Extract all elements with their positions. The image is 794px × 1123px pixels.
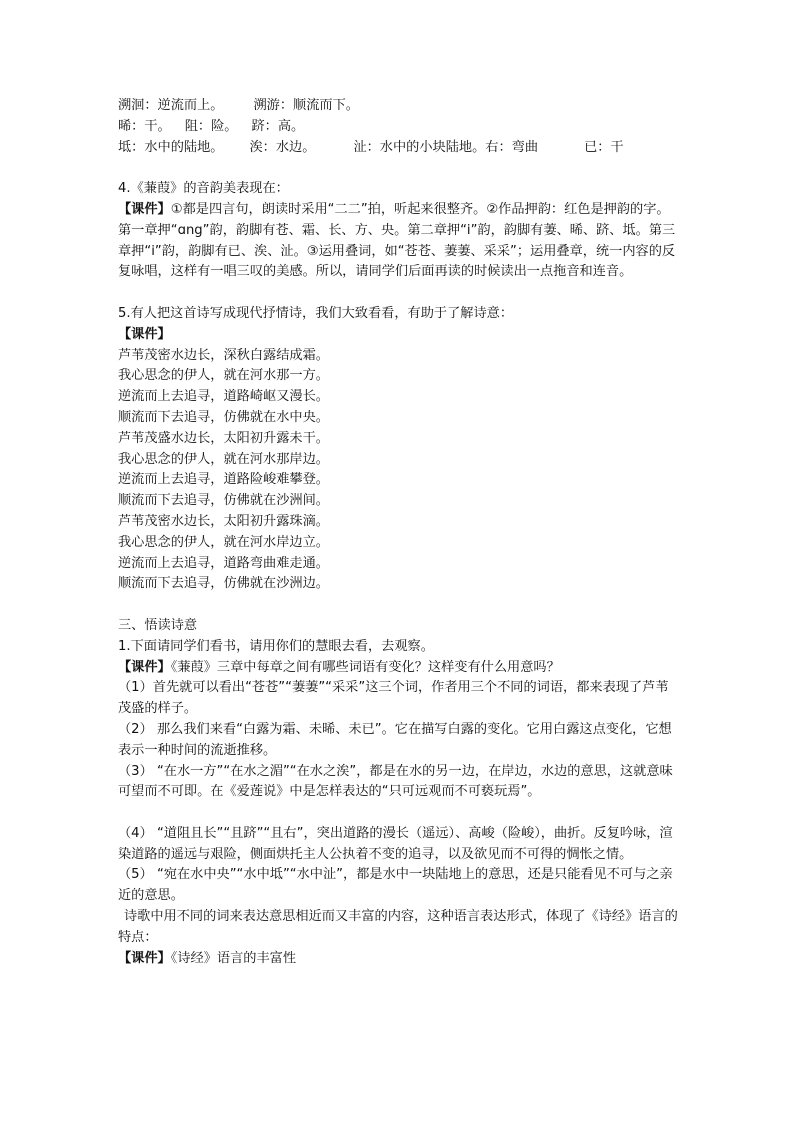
poem-line: 顺流而下去追寻，仿佛就在沙洲间。: [118, 493, 329, 509]
question-1-text: 《蒹葭》三章中每章之间有哪些词语有变化？这样变有什么用意吗？: [170, 659, 560, 675]
analysis-point-3: （3） “在水一方”“在水之湄”“在水之涘”，都是在水的另一边，在岸边，水边的意思，这就意味可望而不可即。在《爱莲说》中是怎样表达的“只可远观而不可亵玩焉”。: [118, 763, 673, 800]
gloss-line-3: [118, 138, 678, 159]
poem-line: 芦苇茂密水边长，太阳初升露珠滴。: [118, 513, 329, 529]
gloss-si: 涘：水边。: [249, 139, 316, 155]
closing-line: [118, 949, 678, 970]
poem-line: 顺流而下去追寻，仿佛就在沙洲边。: [118, 576, 329, 592]
poem-line: 我心思念的伊人，就在河水那岸边。: [118, 451, 329, 467]
section-4-body: [118, 200, 678, 283]
question-1-prompt: [118, 658, 678, 679]
analysis-point-2: （2） 那么我们来看“白露为霜、未晞、未已”。它在描写白露的变化。它用白露这点变化，它想表示一种时间的流逝推移。: [118, 721, 672, 758]
courseware-tag: 【课件】: [118, 326, 171, 342]
courseware-tag: 【课件】: [118, 950, 171, 966]
gloss-yi: 已：干: [584, 139, 624, 155]
poem-line: 芦苇茂盛水边长，太阳初升露未干。: [118, 430, 329, 446]
summary-paragraph: 诗歌中用不同的词来表达意思相近而又丰富的内容，这种语言表达形式，体现了《诗经》语言的特点：: [118, 909, 678, 945]
gloss-ji: 跻：高。: [251, 118, 305, 134]
gloss-line-1: [118, 96, 678, 117]
gloss-suyou: 溯游：顺流而下。: [253, 98, 359, 113]
poem-line: 逆流而上去追寻，道路崎岖又漫长。: [118, 389, 329, 405]
document-page: [118, 96, 678, 969]
question-1: 1.下面请同学们看书，请用你们的慧眼去看，去观察。: [118, 638, 434, 654]
section-3-heading: 三、悟读诗意: [118, 617, 198, 633]
poem-line: 我心思念的伊人，就在河水岸边立。: [118, 534, 329, 550]
section-4-text: ①都是四言句，朗读时采用“二二”拍，听起来很整齐。②作品押韵：红色是押韵的字。第一章押“ɑng”韵，韵脚有苍、霜、长、方、央。第二章押“i”韵，韵脚有萋、晞、跻、坻。第三章押“i”韵，韵脚有已、涘、沚。③运用叠词，如“苍苍、萋萋、采采”；运用叠章，统一内容的反复咏唱，这样有一唱三叹的美感。所以，请同学们后面再读的时候读出一点拖音和连音。: [118, 201, 676, 280]
analysis-point-1: （1）首先就可以看出“苍苍”“萋萋”“采采”这三个词，作者用三个不同的词语，都来表现了芦苇茂盛的样子。: [118, 680, 669, 717]
gloss-zhi-you: 沚：水中的小块陆地。右：弯曲: [353, 139, 539, 155]
modern-poem: [118, 346, 678, 596]
poem-line: 逆流而上去追寻，道路弯曲难走通。: [118, 555, 329, 571]
poem-line: 逆流而上去追寻，道路险峻难攀登。: [118, 472, 329, 488]
analysis-point-4: （4） “道阻且长”“且跻”“且右”，突出道路的漫长（遥远）、高峻（险峻），曲折。反复吟咏，渲染道路的遥远与艰险，侧面烘托主人公执着不变的追寻，以及欲见而不可得的惆怅之情。: [118, 825, 673, 862]
poem-line: 顺流而下去追寻，仿佛就在水中央。: [118, 409, 329, 425]
courseware-tag: 【课件】: [118, 659, 171, 675]
courseware-tag: 【课件】: [118, 201, 171, 217]
gloss-xi: 晞：干。: [118, 118, 171, 134]
gloss-line-2: [118, 117, 678, 138]
gloss-suhui: 溯洄：逆流而上。: [118, 98, 224, 113]
gloss-chi: 坻：水中的陆地。: [118, 139, 224, 155]
poem-line: 我心思念的伊人，就在河水那一方。: [118, 368, 329, 384]
section-5-heading: 5.有人把这首诗写成现代抒情诗，我们大致看看，有助于了解诗意：: [118, 305, 514, 321]
closing-text: 《诗经》语言的丰富性: [170, 950, 297, 966]
analysis-point-5: （5） “宛在水中央”“水中坻”“水中沚”，都是水中一块陆地上的意思，还是只能看见不可与之亲近的意思。: [118, 867, 673, 904]
section-4-heading: 4.《蒹葭》的音韵美表现在：: [118, 181, 289, 197]
gloss-zu: 阻：险。: [184, 118, 238, 134]
poem-line: 芦苇茂密水边长，深秋白露结成霜。: [118, 347, 329, 363]
